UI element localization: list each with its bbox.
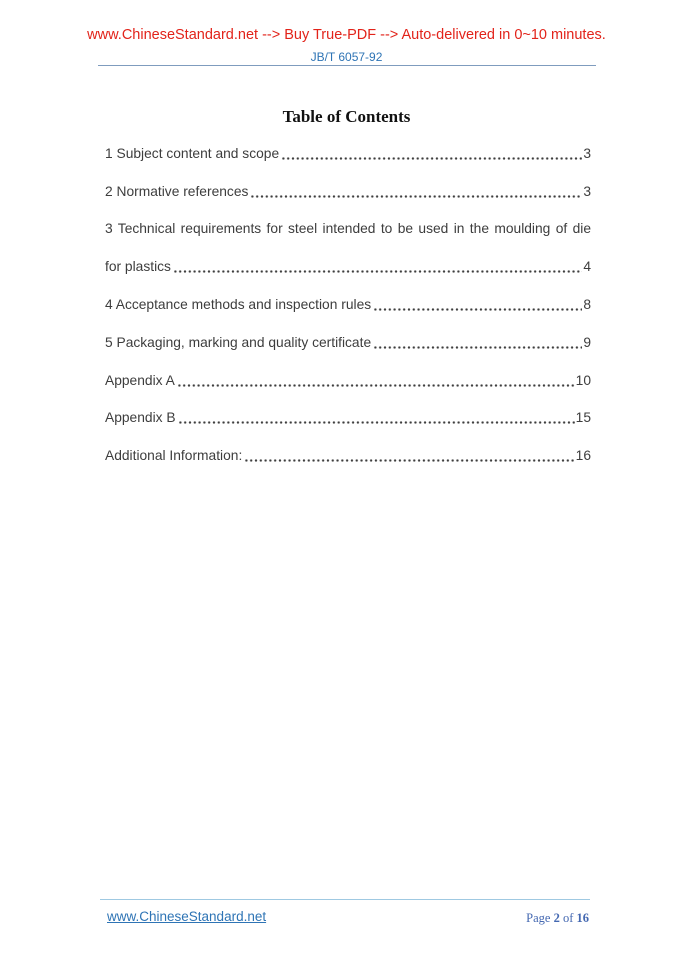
toc-leader-dots <box>373 335 582 351</box>
toc-page-number: 8 <box>583 297 591 313</box>
toc-entry <box>105 437 591 475</box>
page-indicator <box>526 910 589 926</box>
toc-page-number: 10 <box>575 372 591 388</box>
toc-entry <box>105 211 591 249</box>
header-promo-text: www.ChineseStandard.net --> Buy True-PDF --> Auto-delivered in 0~10 minutes. <box>87 27 606 43</box>
toc-entry-label: Appendix B <box>105 410 176 426</box>
toc-entry <box>105 286 591 324</box>
toc-leader-dots <box>178 410 575 426</box>
toc-entry <box>105 135 591 173</box>
toc-leader-dots <box>281 146 582 162</box>
toc-page-number: 3 <box>583 145 591 161</box>
toc-entry <box>105 362 591 400</box>
total-pages: 16 <box>576 911 589 925</box>
page-number: 2 <box>553 911 560 925</box>
toc-entry <box>105 248 591 286</box>
toc-entry-label: Additional Information: <box>105 448 243 464</box>
toc-leader-dots <box>173 259 582 275</box>
page-title: Table of Contents <box>282 107 411 126</box>
toc-entry-label: 4 Acceptance methods and inspection rules <box>105 297 372 313</box>
toc-leader-dots <box>250 184 582 200</box>
toc-leader-dots <box>244 448 574 464</box>
page-word: Page <box>526 911 551 925</box>
toc-entry <box>105 324 591 362</box>
toc-page-number: 4 <box>583 259 591 275</box>
toc-entry <box>105 400 591 438</box>
toc-entry-label: 1 Subject content and scope <box>105 145 280 161</box>
footer-site-link[interactable]: www.ChineseStandard.net <box>107 909 267 924</box>
toc-page-number: 16 <box>575 448 591 464</box>
toc-entry-label: 5 Packaging, marking and quality certificate <box>105 334 372 350</box>
toc-leader-dots <box>177 373 575 389</box>
table-of-contents <box>105 135 591 475</box>
of-word: of <box>562 911 574 925</box>
toc-page-number: 15 <box>575 410 591 426</box>
toc-entry <box>105 173 591 211</box>
toc-page-number: 3 <box>583 183 591 199</box>
footer-divider-line <box>100 899 590 900</box>
toc-entry-label: for plastics <box>105 259 171 275</box>
header-doc-code: JB/T 6057-92 <box>310 50 383 64</box>
toc-entry-label: 2 Normative references <box>105 183 249 199</box>
toc-page-number: 9 <box>583 334 591 350</box>
toc-entry-label: 3 Technical requirements for steel intended to be used in the moulding of die <box>105 221 591 237</box>
toc-leader-dots <box>373 297 582 313</box>
header-divider-line <box>98 65 596 66</box>
toc-entry-label: Appendix A <box>105 372 175 388</box>
